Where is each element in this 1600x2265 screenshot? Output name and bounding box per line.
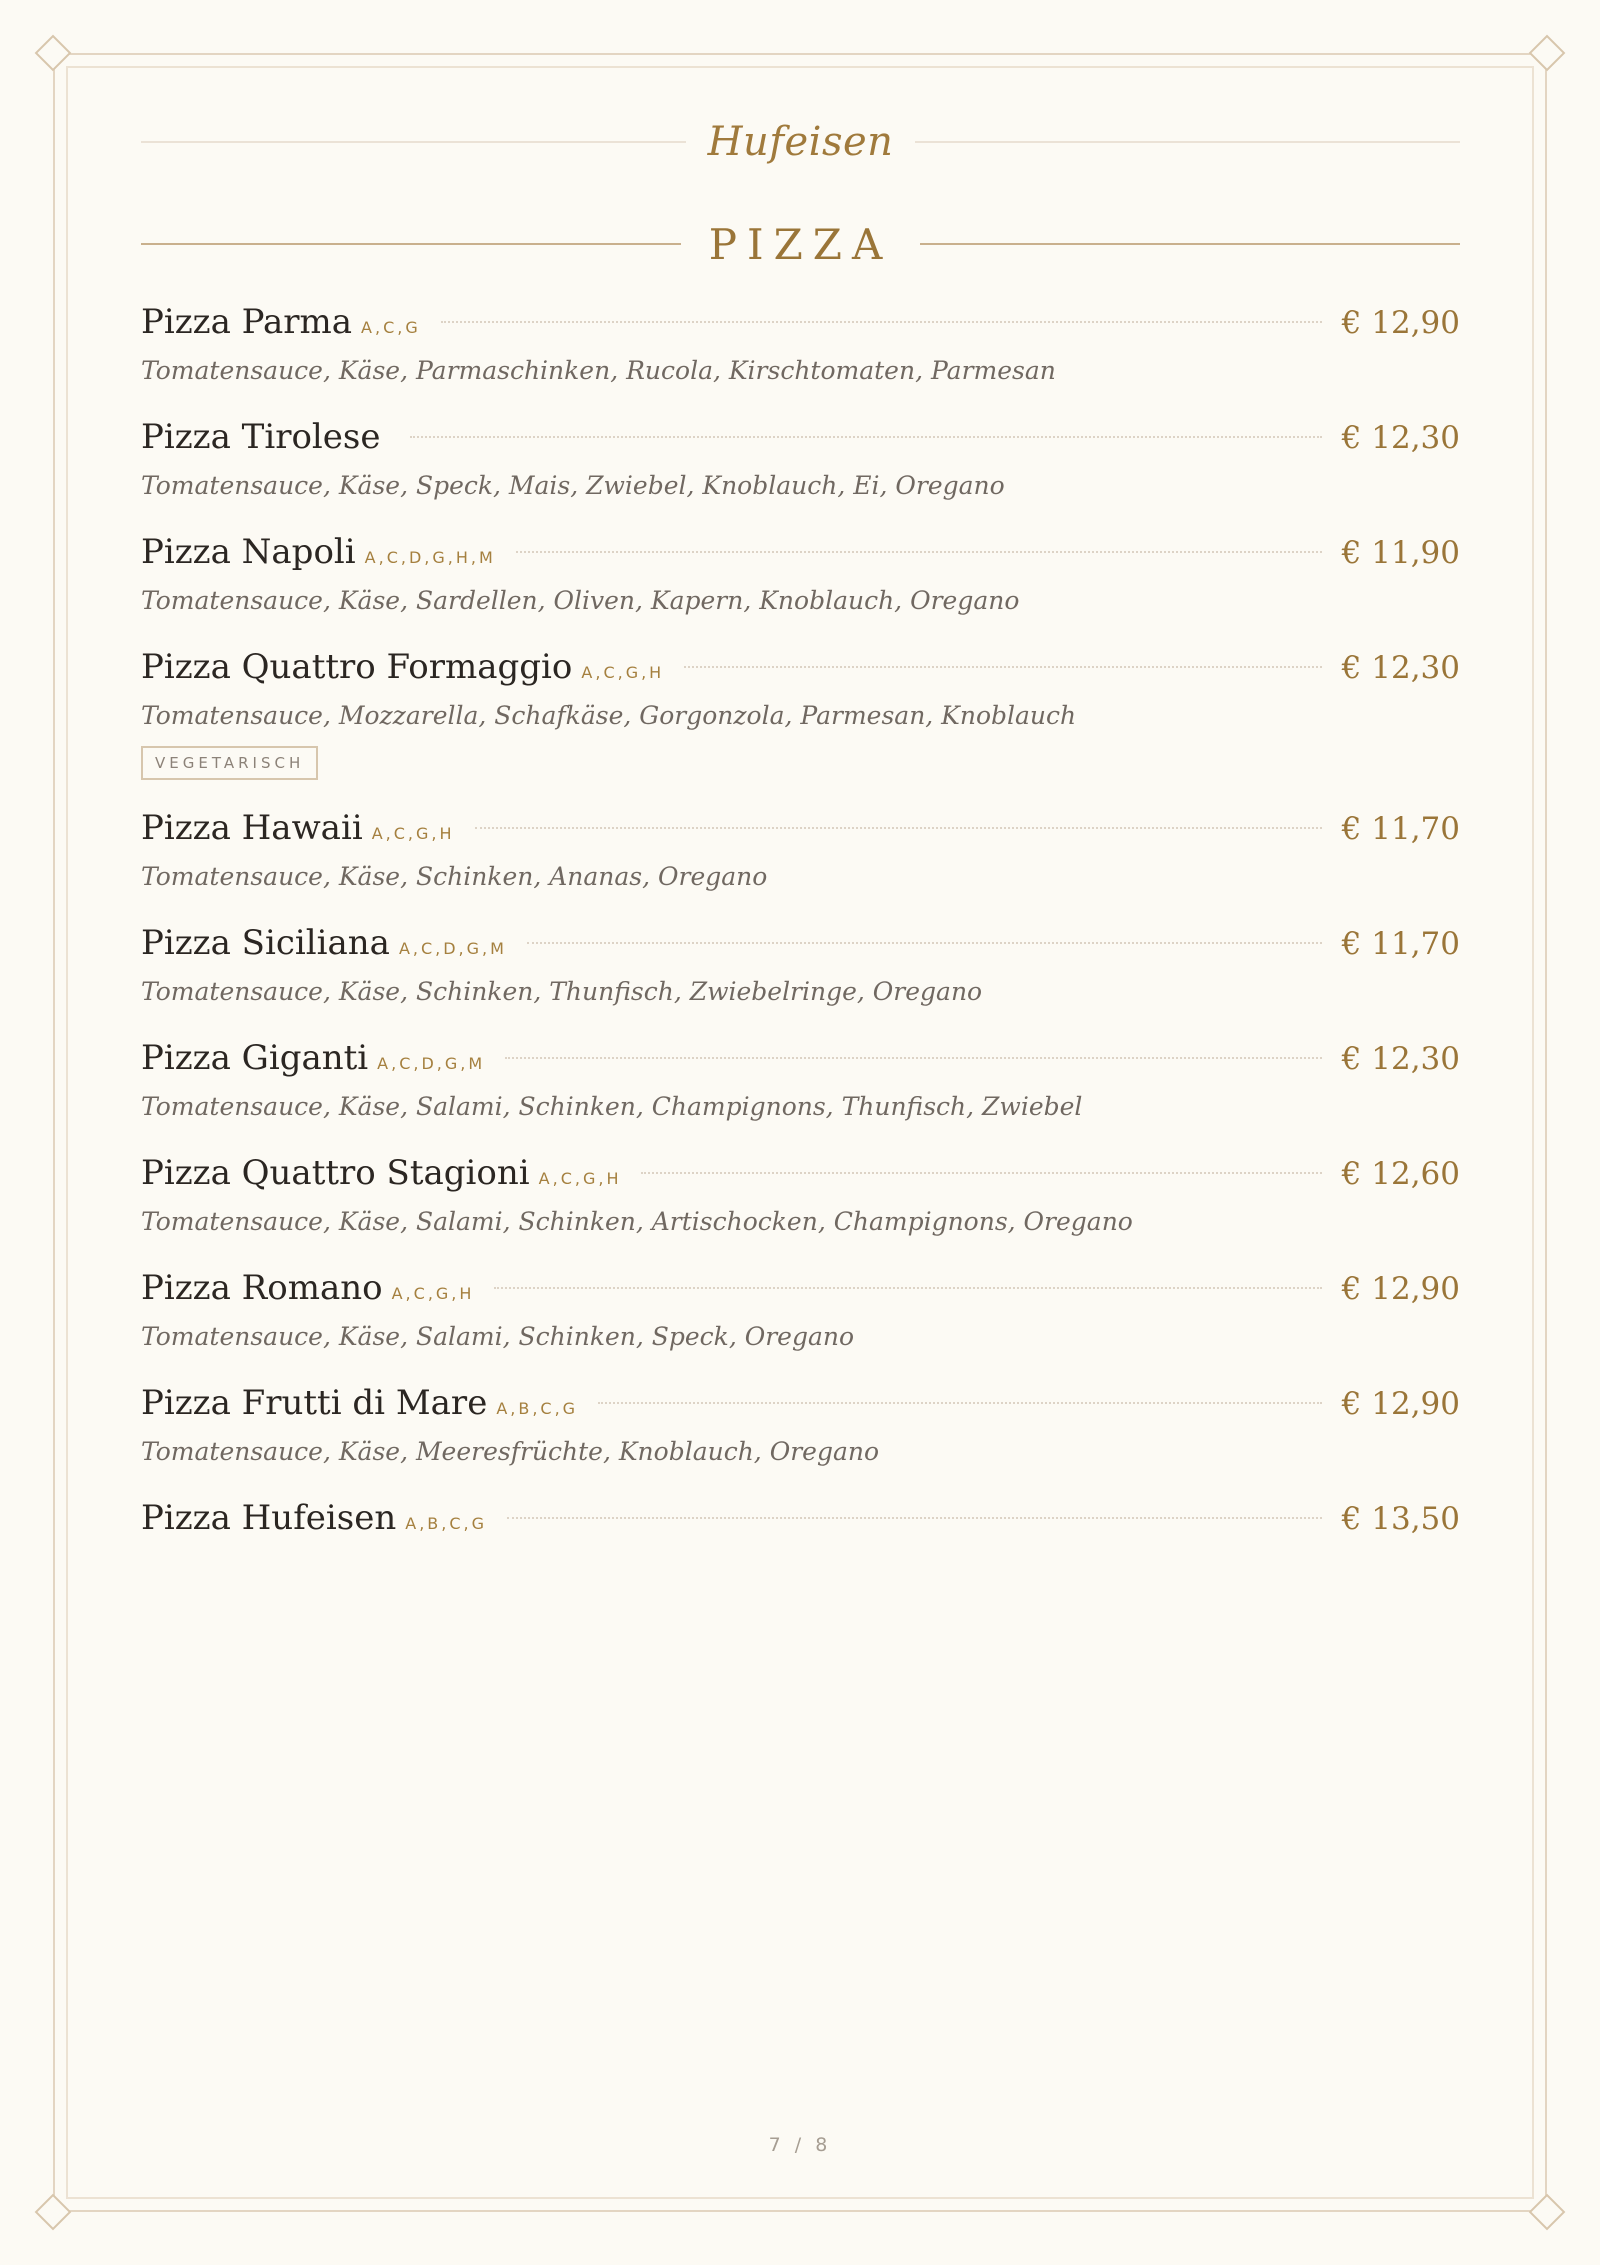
item-name: Pizza Tirolese	[141, 417, 381, 457]
item-name: Pizza Giganti	[141, 1038, 369, 1078]
dotted-leader	[641, 1172, 1321, 1174]
item-allergens: A,C,G,H	[581, 663, 665, 682]
item-price: € 12,90	[1341, 1271, 1460, 1307]
item-price: € 12,30	[1341, 650, 1460, 686]
divider	[141, 141, 686, 143]
dotted-leader	[507, 1517, 1322, 1519]
item-price: € 12,30	[1341, 1041, 1460, 1077]
menu-item	[141, 1153, 1460, 1236]
item-allergens: A,C,G,H	[538, 1169, 622, 1188]
section-title: PIZZA	[708, 219, 893, 269]
item-allergens: A,B,C,G	[405, 1514, 487, 1533]
item-allergens: A,B,C,G	[496, 1399, 579, 1418]
item-price: € 11,70	[1341, 926, 1460, 962]
item-description: Tomatensauce, Käse, Salami, Schinken, Artischocken, Champignons, Oregano	[141, 1207, 1133, 1236]
menu-item	[141, 1268, 1460, 1351]
brand-header	[141, 112, 1460, 172]
item-allergens: A,C,D,G,H,M	[364, 548, 496, 567]
menu-item	[141, 808, 1460, 891]
dotted-leader	[598, 1402, 1322, 1404]
dotted-leader	[410, 436, 1322, 438]
item-name: Pizza Frutti di Mare	[141, 1383, 488, 1423]
menu-item	[141, 647, 1460, 780]
item-name: Pizza Hawaii	[141, 808, 363, 848]
item-description: Tomatensauce, Mozzarella, Schafkäse, Gorgonzola, Parmesan, Knoblauch	[141, 701, 1077, 730]
item-description: Tomatensauce, Käse, Schinken, Ananas, Oregano	[141, 862, 768, 891]
item-price: € 11,90	[1341, 535, 1460, 571]
inner-frame	[66, 66, 1534, 2199]
dotted-leader	[494, 1287, 1321, 1289]
item-name: Pizza Napoli	[141, 532, 356, 572]
item-name: Pizza Quattro Formaggio	[141, 647, 573, 687]
item-allergens: A,C,G,H	[371, 824, 455, 843]
page-number: 7 / 8	[768, 2134, 832, 2156]
item-name: Pizza Hufeisen	[141, 1498, 397, 1538]
divider	[915, 141, 1460, 143]
divider	[141, 243, 681, 245]
item-description: Tomatensauce, Käse, Speck, Mais, Zwiebel, Knoblauch, Ei, Oregano	[141, 471, 1005, 500]
dotted-leader	[527, 942, 1322, 944]
item-price: € 11,70	[1341, 811, 1460, 847]
item-allergens: A,C,G,H	[391, 1284, 475, 1303]
brand-title: Hufeisen	[707, 119, 894, 165]
item-name: Pizza Siciliana	[141, 923, 390, 963]
item-price: € 12,60	[1341, 1156, 1460, 1192]
item-price: € 12,90	[1341, 305, 1460, 341]
item-allergens: A,C,D,G,M	[377, 1054, 486, 1073]
divider	[920, 243, 1460, 245]
item-name: Pizza Quattro Stagioni	[141, 1153, 530, 1193]
menu-item	[141, 1038, 1460, 1121]
section-header	[141, 214, 1460, 274]
item-name: Pizza Romano	[141, 1268, 383, 1308]
dotted-leader	[516, 551, 1322, 553]
menu-item	[141, 923, 1460, 1006]
menu-item	[141, 417, 1460, 500]
item-description: Tomatensauce, Käse, Salami, Schinken, Champignons, Thunfisch, Zwiebel	[141, 1092, 1083, 1121]
dotted-leader	[475, 827, 1322, 829]
item-description: Tomatensauce, Käse, Schinken, Thunfisch, Zwiebelringe, Oregano	[141, 977, 983, 1006]
dotted-leader	[505, 1057, 1322, 1059]
item-allergens: A,C,D,G,M	[398, 939, 507, 958]
menu-item	[141, 1498, 1460, 1548]
item-description: Tomatensauce, Käse, Sardellen, Oliven, Kapern, Knoblauch, Oregano	[141, 586, 1020, 615]
item-allergens: A,C,G	[361, 318, 421, 337]
item-price: € 12,90	[1341, 1386, 1460, 1422]
item-name: Pizza Parma	[141, 302, 353, 342]
menu-item	[141, 1383, 1460, 1466]
menu-item	[141, 302, 1460, 385]
item-description: Tomatensauce, Käse, Parmaschinken, Rucola, Kirschtomaten, Parmesan	[141, 356, 1056, 385]
item-price: € 13,50	[1341, 1501, 1460, 1537]
dotted-leader	[441, 321, 1322, 323]
item-price: € 12,30	[1341, 420, 1460, 456]
item-description: Tomatensauce, Käse, Salami, Schinken, Speck, Oregano	[141, 1322, 855, 1351]
menu-item	[141, 532, 1460, 615]
item-description: Tomatensauce, Käse, Meeresfrüchte, Knoblauch, Oregano	[141, 1437, 880, 1466]
vegetarian-badge: VEGETARISCH	[141, 746, 318, 780]
dotted-leader	[684, 666, 1321, 668]
